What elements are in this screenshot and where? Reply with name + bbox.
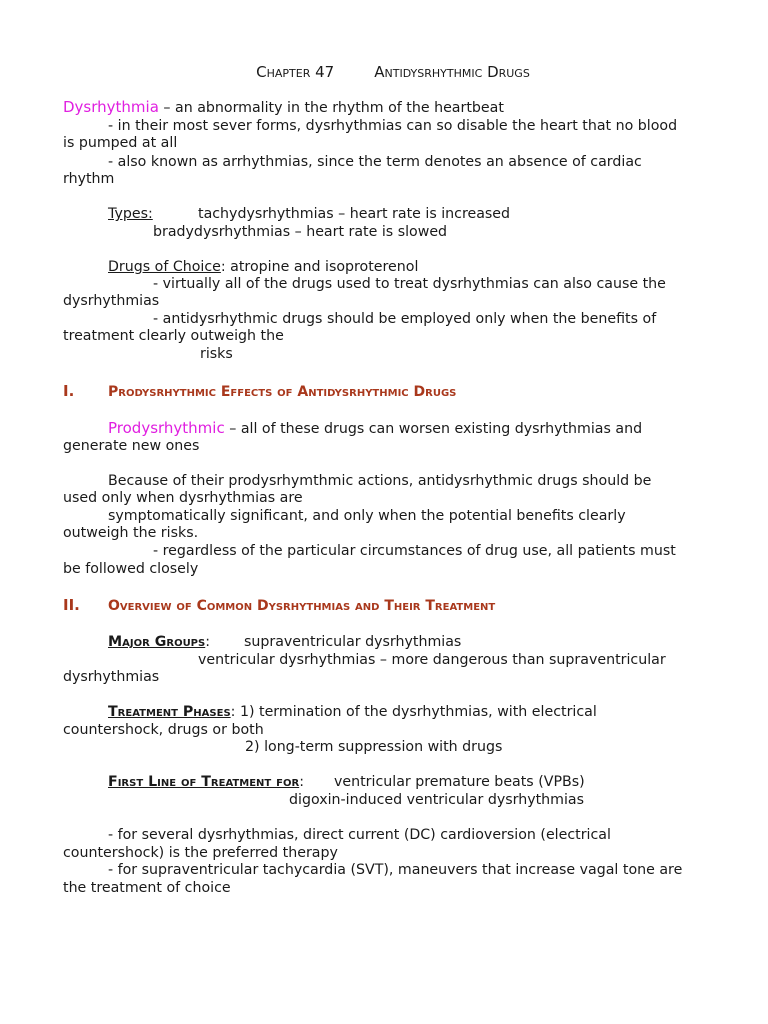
treatment-phases-item-1-cont: countershock, drugs or both bbox=[63, 722, 264, 738]
major-groups bbox=[108, 634, 210, 652]
chapter-name: Antidysrhythmic Drugs bbox=[374, 63, 530, 81]
section-2-bullet-1-cont: countershock) is the preferred therapy bbox=[63, 845, 338, 861]
section-1-bullet: - regardless of the particular circumstances of drug use, all patients must bbox=[153, 543, 676, 559]
first-line-colon: : bbox=[299, 774, 304, 790]
drugs-bullet-2-cont: treatment clearly outweigh the bbox=[63, 328, 284, 344]
dysrhythmia-bullet-1-cont: is pumped at all bbox=[63, 135, 178, 151]
dysrhythmia-bullet-1: - in their most sever forms, dysrhythmias can so disable the heart that no blood bbox=[108, 118, 678, 134]
dysrhythmia-definition-text: – an abnormality in the rhythm of the heartbeat bbox=[158, 100, 504, 116]
types-label: Types: bbox=[108, 206, 153, 222]
prodysrhythmic-definition-cont: generate new ones bbox=[63, 438, 200, 454]
prodysrhythmic-definition-text: – all of these drugs can worsen existing dysrhythmias and bbox=[224, 421, 643, 437]
dysrhythmia-bullet-2: - also known as arrhythmias, since the term denotes an absence of cardiac bbox=[108, 154, 642, 170]
first-line-treatment bbox=[108, 774, 304, 792]
treatment-phases-item-1: : 1) termination of the dysrhythmias, with electrical bbox=[230, 704, 597, 720]
first-line-item-2: digoxin-induced ventricular dysrhythmias bbox=[289, 792, 585, 808]
section-1-title: Prodysrhythmic Effects of Antidysrhythmic Drugs bbox=[108, 384, 457, 400]
drugs-of-choice-value: : atropine and isoproterenol bbox=[220, 259, 419, 275]
section-2-number: II. bbox=[63, 596, 80, 614]
types-item-1: tachydysrhythmias – heart rate is increased bbox=[198, 206, 511, 222]
drugs-bullet-1: - virtually all of the drugs used to treat dysrhythmias can also cause the bbox=[153, 276, 666, 292]
major-groups-item-2: ventricular dysrhythmias – more dangerous than supraventricular bbox=[198, 652, 666, 668]
prodysrhythmic-definition bbox=[108, 420, 642, 439]
major-groups-item-1: supraventricular dysrhythmias bbox=[244, 634, 462, 650]
drugs-bullet-2: - antidysrhythmic drugs should be employed only when the benefits of bbox=[153, 311, 657, 327]
section-2-bullet-2: - for supraventricular tachycardia (SVT), maneuvers that increase vagal tone are bbox=[108, 862, 683, 878]
drugs-bullet-1-cont: dysrhythmias bbox=[63, 293, 160, 309]
major-groups-item-2-cont: dysrhythmias bbox=[63, 669, 160, 685]
treatment-phases bbox=[108, 704, 597, 722]
section-1-paragraph: Because of their prodysrhymthmic actions, antidysrhythmic drugs should be bbox=[108, 473, 652, 489]
first-line-label: First Line of Treatment for bbox=[108, 774, 300, 790]
chapter-number: Chapter 47 bbox=[256, 63, 335, 81]
first-line-item-1: ventricular premature beats (VPBs) bbox=[334, 774, 585, 790]
dysrhythmia-definition bbox=[63, 99, 504, 118]
treatment-phases-label: Treatment Phases bbox=[108, 704, 231, 720]
section-1-paragraph-cont-2: symptomatically significant, and only when the potential benefits clearly bbox=[108, 508, 626, 524]
section-1-heading bbox=[63, 383, 456, 402]
dysrhythmia-bullet-2-cont: rhythm bbox=[63, 171, 115, 187]
section-1-number: I. bbox=[63, 382, 75, 400]
drugs-of-choice-label: Drugs of Choice bbox=[108, 259, 221, 275]
term-prodysrhythmic: Prodysrhythmic bbox=[108, 419, 225, 437]
drugs-bullet-2-cont-2: risks bbox=[200, 346, 233, 362]
term-dysrhythmia: Dysrhythmia bbox=[63, 98, 159, 116]
section-1-paragraph-cont-3: outweigh the risks. bbox=[63, 525, 199, 541]
section-2-title: Overview of Common Dysrhythmias and Their Treatment bbox=[108, 598, 496, 614]
section-2-bullet-2-cont: the treatment of choice bbox=[63, 880, 231, 896]
section-2-heading bbox=[63, 597, 495, 616]
major-groups-label: Major Groups bbox=[108, 634, 206, 650]
chapter-title bbox=[63, 64, 723, 82]
major-groups-colon: : bbox=[205, 634, 210, 650]
treatment-phases-item-2: 2) long-term suppression with drugs bbox=[245, 739, 503, 755]
section-1-paragraph-cont-1: used only when dysrhythmias are bbox=[63, 490, 303, 506]
section-1-bullet-cont: be followed closely bbox=[63, 561, 199, 577]
types-item-2: bradydysrhythmias – heart rate is slowed bbox=[153, 224, 448, 240]
section-2-bullet-1: - for several dysrhythmias, direct current (DC) cardioversion (electrical bbox=[108, 827, 611, 843]
drugs-of-choice bbox=[108, 259, 418, 277]
